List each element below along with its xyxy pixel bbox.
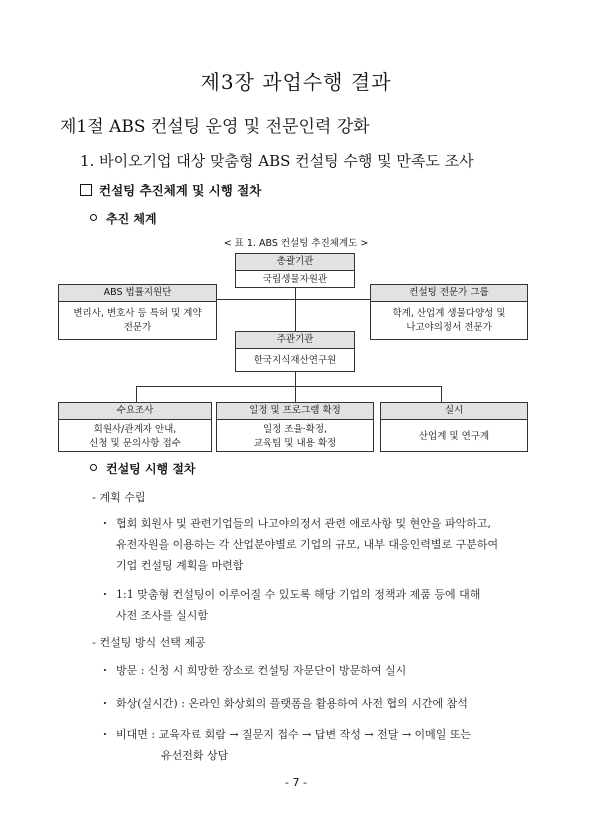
- bullet-line: 화상(실시간) : 온라인 화상회의 플랫폼을 활용하여 사전 협의 시간에 참석: [116, 697, 468, 710]
- org-box-header: 주관기관: [236, 332, 354, 349]
- org-box-body: [59, 420, 211, 453]
- org-box-body-line: 일정 조율·확정,: [262, 423, 328, 435]
- bullet-dot-icon: ·: [103, 664, 107, 677]
- org-box-center: [235, 331, 355, 372]
- bullet-line: 유선전화 상담: [161, 749, 229, 762]
- org-box-body: [217, 420, 373, 453]
- bullet-item: [103, 513, 499, 576]
- org-box-header: 컨설팅 전문가 그룹: [371, 285, 527, 302]
- connector-line: [136, 386, 137, 402]
- org-box-header: 실시: [381, 403, 527, 420]
- bullet-dot-icon: ·: [103, 728, 107, 741]
- connector-line: [441, 386, 442, 402]
- bullet-item: [103, 724, 472, 766]
- item-heading-structure: [90, 210, 157, 227]
- connector-line: [136, 386, 442, 387]
- bullet-dot-icon: ·: [103, 697, 107, 710]
- org-box-body: [59, 302, 216, 340]
- bullet-dot-icon: ·: [103, 517, 107, 530]
- org-box-header: 총괄기관: [236, 254, 354, 271]
- connector-line: [200, 299, 370, 300]
- org-box-body-line: 나고야의정서 전문가: [406, 322, 492, 333]
- org-box-right: [370, 284, 528, 340]
- org-box-body-line: 산업계 및 연구계: [418, 430, 490, 442]
- dash-item: - 계획 수립: [92, 491, 146, 504]
- dash-item: - 컨설팅 방식 선택 제공: [92, 636, 206, 649]
- org-box-body-line: 신청 및 문의사항 접수: [89, 437, 181, 449]
- bullet-dot-icon: ·: [103, 588, 107, 601]
- box-heading-text: 컨설팅 추진체계 및 시행 절차: [99, 183, 262, 198]
- bullet-line: 1:1 맞춤형 컨설팅이 이루어질 수 있도록 해당 기업의 정책과 제품 등에 대해: [116, 588, 481, 601]
- box-heading: [80, 181, 261, 199]
- org-box-body: 한국지식재산연구원: [253, 355, 337, 366]
- page-number: - 7 -: [285, 776, 307, 789]
- org-box-header: 일정 및 프로그램 확정: [217, 403, 373, 420]
- section-title: 제1절 ABS 컨설팅 운영 및 전문인력 강화: [60, 117, 370, 137]
- bullet-item: [103, 584, 481, 626]
- bullet-item: [103, 693, 468, 714]
- org-box-body-line: 학계, 산업계 생물다양성 및: [392, 308, 506, 319]
- org-box-bottom: [380, 402, 528, 452]
- bullet-line: 유전자원을 이용하는 각 산업분야별로 기업의 규모, 내부 대응인력별로 구분하여: [116, 538, 499, 551]
- org-box-body-line: 회원사/관계자 안내,: [93, 423, 177, 435]
- square-bullet-icon: [80, 184, 92, 196]
- org-box-bottom: [216, 402, 374, 452]
- bullet-line: 비대면 : 교육자료 회람 → 질문지 접수 → 답변 작성 → 전달 → 이메일 또는: [116, 728, 472, 741]
- org-box-body-line: 변리사, 변호사 등 특허 및 계약: [73, 308, 202, 319]
- connector-line: [295, 372, 296, 386]
- circle-bullet-icon: [90, 464, 97, 471]
- org-box-body-line: 전문가: [123, 322, 152, 333]
- connector-line: [295, 288, 296, 331]
- org-box-body: 국립생물자원관: [262, 274, 328, 285]
- bullet-line: 사전 조사를 실시함: [116, 609, 209, 622]
- org-box-body-line: 교육팀 및 내용 확정: [253, 437, 337, 449]
- org-box-body: [381, 420, 527, 453]
- item-heading-procedure: [90, 460, 196, 477]
- org-box-body: [371, 302, 527, 340]
- bullet-line: 기업 컨설팅 계획을 마련함: [116, 559, 244, 572]
- circle-bullet-icon: [90, 214, 97, 221]
- chapter-title: 제3장 과업수행 결과: [200, 70, 392, 94]
- org-box-left: [58, 284, 217, 340]
- item-heading-text: 추진 체계: [106, 212, 157, 226]
- subsection-title: 1. 바이오기업 대상 맞춤형 ABS 컨설팅 수행 및 만족도 조사: [80, 152, 474, 170]
- org-box-top: [235, 253, 355, 288]
- org-box-header: 수요조사: [59, 403, 211, 420]
- bullet-line: 협회 회원사 및 관련기업들의 나고야의정서 관련 애로사항 및 현안을 파악하고,: [116, 517, 491, 530]
- bullet-item: [103, 660, 407, 681]
- bullet-line: 방문 : 신청 시 희망한 장소로 컨설팅 자문단이 방문하여 실시: [116, 664, 407, 677]
- org-box-header: ABS 법률지원단: [59, 285, 216, 302]
- table-caption: < 표 1. ABS 컨설팅 추진체계도 >: [223, 238, 369, 249]
- item-heading-text: 컨설팅 시행 절차: [106, 462, 196, 476]
- org-box-bottom: [58, 402, 212, 452]
- connector-line: [295, 386, 296, 402]
